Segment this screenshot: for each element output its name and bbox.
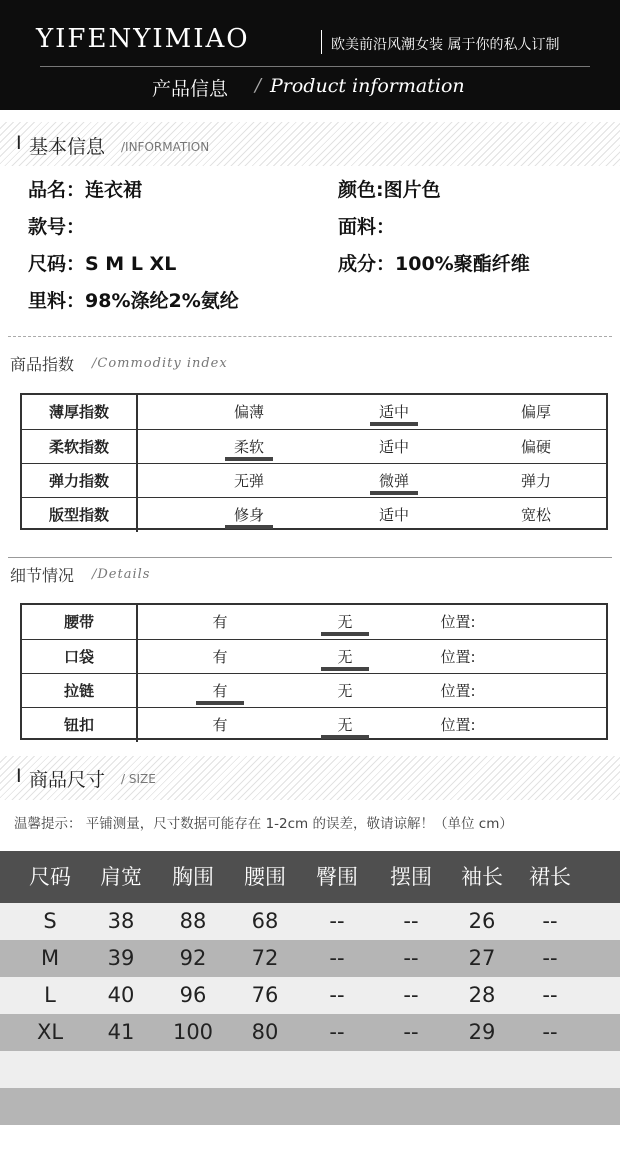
index-option-selected: 柔软	[184, 430, 314, 464]
table-row	[22, 463, 606, 498]
size-cell: 26	[468, 909, 496, 933]
size-cell: 38	[107, 909, 135, 933]
size-cell: --	[329, 983, 345, 1007]
size-cell: --	[542, 983, 558, 1007]
column-header: 臀围	[316, 865, 358, 889]
basic-style-no: 款号：	[28, 216, 86, 238]
detail-option: 无	[337, 682, 353, 700]
index-option: 偏薄	[233, 403, 264, 421]
size-cell: --	[542, 946, 558, 970]
brand-logo: YIFENYIMIAO	[36, 24, 250, 54]
basic-size: 尺码：S M L XL	[28, 253, 177, 275]
size-cell: --	[542, 1020, 558, 1044]
selected-underline	[225, 457, 273, 461]
section-divider	[8, 557, 612, 558]
column-header: 腰围	[244, 865, 286, 889]
table-row	[0, 1014, 620, 1051]
table-row	[22, 639, 606, 674]
table-row	[22, 707, 606, 742]
size-cell: 40	[107, 983, 135, 1007]
table-row	[22, 605, 606, 639]
detail-option: 有	[212, 613, 228, 631]
size-cell: --	[403, 946, 419, 970]
column-header: 尺码	[29, 865, 71, 889]
table-row	[0, 940, 620, 977]
detail-label: 拉链	[22, 674, 138, 708]
column-header: 裙长	[529, 865, 571, 889]
section-bar-icon: I	[16, 132, 22, 154]
page-header	[0, 0, 620, 110]
size-cell: --	[403, 1020, 419, 1044]
detail-position: 位置:	[440, 716, 476, 734]
table-row-empty	[0, 1088, 620, 1125]
basic-fabric: 面料：	[338, 216, 396, 238]
column-header: 胸围	[172, 865, 214, 889]
detail-option: 有	[212, 648, 228, 666]
index-label: 版型指数	[22, 498, 138, 532]
section-divider	[8, 336, 612, 337]
basic-info-title-en: /INFORMATION	[121, 140, 210, 154]
index-option-selected: 微弹	[329, 464, 459, 498]
details-table	[20, 603, 608, 740]
size-cell: M	[40, 946, 60, 970]
index-label: 弹力指数	[22, 464, 138, 498]
size-cell: --	[403, 909, 419, 933]
detail-option: 有	[212, 716, 228, 734]
product-info-title: 产品信息	[152, 78, 229, 100]
product-info-title-en: Product information	[270, 75, 465, 97]
index-option-selected: 适中	[329, 395, 459, 429]
size-title-en: / SIZE	[121, 772, 156, 786]
detail-position: 位置:	[440, 682, 476, 700]
commodity-index-table	[20, 393, 608, 530]
table-row	[22, 497, 606, 532]
size-cell: 39	[107, 946, 135, 970]
index-label: 薄厚指数	[22, 395, 138, 429]
table-row	[22, 395, 606, 429]
table-row	[22, 673, 606, 708]
size-cell: 88	[179, 909, 207, 933]
size-cell: XL	[36, 1020, 64, 1044]
size-cell: 27	[468, 946, 496, 970]
size-cell: 76	[251, 983, 279, 1007]
size-cell: 100	[172, 1020, 214, 1044]
index-option: 适中	[378, 438, 409, 456]
size-cell: 80	[251, 1020, 279, 1044]
detail-option-selected: 无	[280, 708, 410, 742]
size-cell: 68	[251, 909, 279, 933]
size-cell: --	[329, 946, 345, 970]
details-title-en: /Details	[92, 567, 151, 582]
selected-underline	[196, 701, 244, 705]
product-info-slash: /	[255, 75, 262, 96]
size-cell: --	[403, 983, 419, 1007]
detail-option-selected: 有	[155, 674, 285, 708]
detail-option-selected: 无	[280, 605, 410, 639]
header-rule	[40, 66, 590, 67]
selected-underline	[321, 667, 369, 671]
measurement-note: 温馨提示： 平铺测量，尺寸数据可能存在 1-2cm 的误差，敬请谅解！（单位 cm）	[14, 816, 513, 832]
brand-divider	[321, 30, 322, 54]
basic-color: 颜色:图片色	[338, 179, 441, 201]
size-table-header	[0, 851, 620, 903]
detail-option-selected: 无	[280, 640, 410, 674]
detail-label: 口袋	[22, 640, 138, 674]
index-option: 无弹	[233, 472, 264, 490]
index-option: 偏厚	[520, 403, 551, 421]
column-header: 袖长	[461, 865, 503, 889]
commodity-index-title-en: /Commodity index	[92, 356, 228, 371]
size-cell: 72	[251, 946, 279, 970]
table-row-empty	[0, 1051, 620, 1088]
size-cell: L	[44, 983, 56, 1007]
column-header: 肩宽	[100, 865, 142, 889]
details-title: 细节情况	[10, 566, 75, 585]
size-cell: 29	[468, 1020, 496, 1044]
basic-info-title: 基本信息	[29, 136, 106, 158]
index-option: 弹力	[520, 472, 551, 490]
index-label: 柔软指数	[22, 430, 138, 464]
size-cell: S	[43, 909, 57, 933]
selected-underline	[225, 525, 273, 529]
selected-underline	[321, 735, 369, 739]
selected-underline	[321, 632, 369, 636]
basic-composition: 成分：100%聚酯纤维	[338, 253, 530, 275]
commodity-index-title: 商品指数	[10, 355, 75, 374]
brand-slogan: 欧美前沿风潮女装 属于你的私人订制	[331, 37, 560, 53]
column-header: 摆围	[390, 865, 432, 889]
table-row	[22, 429, 606, 464]
detail-label: 钮扣	[22, 708, 138, 742]
detail-position: 位置:	[440, 613, 476, 631]
index-option-selected: 修身	[184, 498, 314, 532]
table-row	[0, 977, 620, 1014]
size-cell: --	[329, 909, 345, 933]
detail-position: 位置:	[440, 648, 476, 666]
detail-label: 腰带	[22, 605, 138, 639]
basic-name: 品名：连衣裙	[28, 179, 143, 201]
size-cell: 96	[179, 983, 207, 1007]
size-cell: 92	[179, 946, 207, 970]
basic-lining: 里料：98%涤纶2%氨纶	[28, 290, 239, 312]
index-option: 宽松	[520, 506, 551, 524]
selected-underline	[370, 491, 418, 495]
size-cell: 41	[107, 1020, 135, 1044]
size-title: 商品尺寸	[29, 769, 106, 791]
size-cell: --	[542, 909, 558, 933]
section-bar-icon: I	[16, 765, 22, 787]
table-row	[0, 903, 620, 940]
index-option: 偏硬	[520, 438, 551, 456]
selected-underline	[370, 422, 418, 426]
size-cell: --	[329, 1020, 345, 1044]
size-cell: 28	[468, 983, 496, 1007]
index-option: 适中	[378, 506, 409, 524]
